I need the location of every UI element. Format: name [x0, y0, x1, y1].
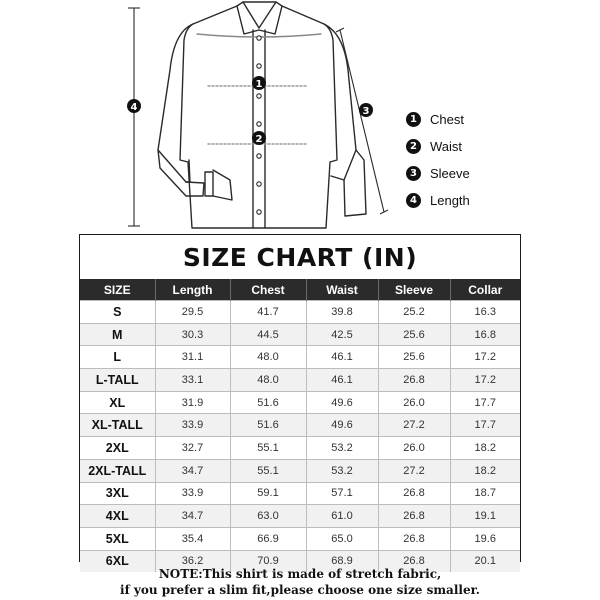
measure-cell: 35.4 — [155, 527, 230, 550]
legend-number-badge: 1 — [406, 112, 421, 127]
shirt-button — [257, 122, 261, 126]
table-row — [80, 459, 520, 482]
measure-cell: 33.9 — [155, 414, 230, 437]
measure-cell: 26.0 — [378, 391, 450, 414]
measure-cell: 33.1 — [155, 369, 230, 392]
measure-cell: 34.7 — [155, 505, 230, 528]
measure-cell: 55.1 — [230, 437, 306, 460]
size-cell: S — [80, 301, 155, 324]
table-row — [80, 482, 520, 505]
size-cell: 2XL — [80, 437, 155, 460]
measure-cell: 51.6 — [230, 391, 306, 414]
measure-cell: 53.2 — [306, 437, 378, 460]
measure-cell: 41.7 — [230, 301, 306, 324]
measure-cell: 18.7 — [450, 482, 520, 505]
measure-cell: 19.6 — [450, 527, 520, 550]
measure-cell: 55.1 — [230, 459, 306, 482]
column-header-size: SIZE — [80, 279, 155, 301]
legend-item-waist — [406, 133, 596, 160]
right-sleeve-outline — [324, 24, 356, 180]
measure-cell: 34.7 — [155, 459, 230, 482]
table-row — [80, 323, 520, 346]
shirt-button — [257, 64, 261, 68]
measure-cell: 70.9 — [230, 550, 306, 572]
measure-cell: 39.8 — [306, 301, 378, 324]
column-header-collar: Collar — [450, 279, 520, 301]
legend-number-badge: 2 — [406, 139, 421, 154]
size-cell: M — [80, 323, 155, 346]
sleeve-marker — [359, 103, 373, 117]
measurement-legend — [406, 106, 596, 214]
size-cell: L-TALL — [80, 369, 155, 392]
measure-cell: 30.3 — [155, 323, 230, 346]
size-cell: XL — [80, 391, 155, 414]
measure-cell: 57.1 — [306, 482, 378, 505]
waist-marker-label: 2 — [255, 134, 263, 145]
size-cell: 5XL — [80, 527, 155, 550]
measure-cell: 26.8 — [378, 550, 450, 572]
measure-cell: 27.2 — [378, 459, 450, 482]
measure-cell: 33.9 — [155, 482, 230, 505]
legend-label: Sleeve — [430, 166, 470, 181]
legend-label: Length — [430, 193, 470, 208]
measure-cell: 25.6 — [378, 346, 450, 369]
size-cell: 3XL — [80, 482, 155, 505]
measure-cell: 18.2 — [450, 437, 520, 460]
measure-cell: 27.2 — [378, 414, 450, 437]
measure-cell: 26.8 — [378, 527, 450, 550]
chest-marker-label: 1 — [255, 79, 263, 90]
measure-cell: 49.6 — [306, 414, 378, 437]
measure-cell: 48.0 — [230, 346, 306, 369]
table-row — [80, 414, 520, 437]
legend-label: Waist — [430, 139, 463, 154]
size-cell: L — [80, 346, 155, 369]
length-marker-label: 4 — [130, 102, 138, 113]
measure-cell: 59.1 — [230, 482, 306, 505]
measure-cell: 31.1 — [155, 346, 230, 369]
chest-marker — [252, 76, 266, 90]
sleeve-measure-line — [340, 30, 384, 212]
measure-cell: 48.0 — [230, 369, 306, 392]
left-sleeve-outline — [158, 24, 193, 182]
note-line-2: if you prefer a slim fit,please choose one size smaller. — [120, 583, 480, 597]
shirt-button — [257, 36, 261, 40]
table-row — [80, 346, 520, 369]
measure-cell: 65.0 — [306, 527, 378, 550]
table-row — [80, 437, 520, 460]
measure-cell: 17.2 — [450, 346, 520, 369]
measure-cell: 42.5 — [306, 323, 378, 346]
size-cell: XL-TALL — [80, 414, 155, 437]
measure-cell: 68.9 — [306, 550, 378, 572]
size-cell: 6XL — [80, 550, 155, 572]
measure-cell: 26.8 — [378, 482, 450, 505]
measure-cell: 26.8 — [378, 505, 450, 528]
size-chart-table — [80, 279, 520, 572]
measure-cell: 31.9 — [155, 391, 230, 414]
measure-cell: 18.2 — [450, 459, 520, 482]
measure-cell: 25.6 — [378, 323, 450, 346]
shirt-button — [257, 154, 261, 158]
legend-label: Chest — [430, 112, 464, 127]
note-line-1: NOTE:This shirt is made of stretch fabric, — [158, 567, 442, 581]
table-row — [80, 505, 520, 528]
fabric-note — [0, 566, 600, 598]
legend-item-chest — [406, 106, 596, 133]
legend-item-length — [406, 187, 596, 214]
measure-cell: 32.7 — [155, 437, 230, 460]
measure-cell: 46.1 — [306, 369, 378, 392]
measure-cell: 25.2 — [378, 301, 450, 324]
measure-cell: 44.5 — [230, 323, 306, 346]
size-chart — [79, 234, 521, 569]
sleeve-marker-label: 3 — [362, 106, 370, 117]
legend-number-badge: 4 — [406, 193, 421, 208]
table-row — [80, 369, 520, 392]
shirt-button — [257, 210, 261, 214]
table-header-row — [80, 279, 520, 301]
measure-cell: 61.0 — [306, 505, 378, 528]
measure-cell: 53.2 — [306, 459, 378, 482]
measure-cell: 26.8 — [378, 369, 450, 392]
column-header-length: Length — [155, 279, 230, 301]
measure-cell: 16.8 — [450, 323, 520, 346]
column-header-waist: Waist — [306, 279, 378, 301]
measure-cell: 66.9 — [230, 527, 306, 550]
measure-cell: 26.0 — [378, 437, 450, 460]
measure-cell: 16.3 — [450, 301, 520, 324]
measure-cell: 46.1 — [306, 346, 378, 369]
measure-cell: 17.2 — [450, 369, 520, 392]
measure-cell: 51.6 — [230, 414, 306, 437]
measure-cell: 20.1 — [450, 550, 520, 572]
size-cell: 2XL-TALL — [80, 459, 155, 482]
waist-marker — [252, 131, 266, 145]
table-row — [80, 301, 520, 324]
legend-number-badge: 3 — [406, 166, 421, 181]
table-row — [80, 391, 520, 414]
measure-cell: 63.0 — [230, 505, 306, 528]
size-cell: 4XL — [80, 505, 155, 528]
shirt-button — [257, 182, 261, 186]
measure-cell: 29.5 — [155, 301, 230, 324]
column-header-sleeve: Sleeve — [378, 279, 450, 301]
measure-cell: 19.1 — [450, 505, 520, 528]
table-row — [80, 527, 520, 550]
length-marker — [127, 99, 141, 113]
measure-cell: 17.7 — [450, 391, 520, 414]
shirt-button — [257, 94, 261, 98]
table-body — [80, 301, 520, 573]
legend-item-sleeve — [406, 160, 596, 187]
measure-cell: 36.2 — [155, 550, 230, 572]
measure-cell: 49.6 — [306, 391, 378, 414]
measure-cell: 17.7 — [450, 414, 520, 437]
size-chart-title: SIZE CHART (IN) — [182, 242, 418, 272]
column-header-chest: Chest — [230, 279, 306, 301]
